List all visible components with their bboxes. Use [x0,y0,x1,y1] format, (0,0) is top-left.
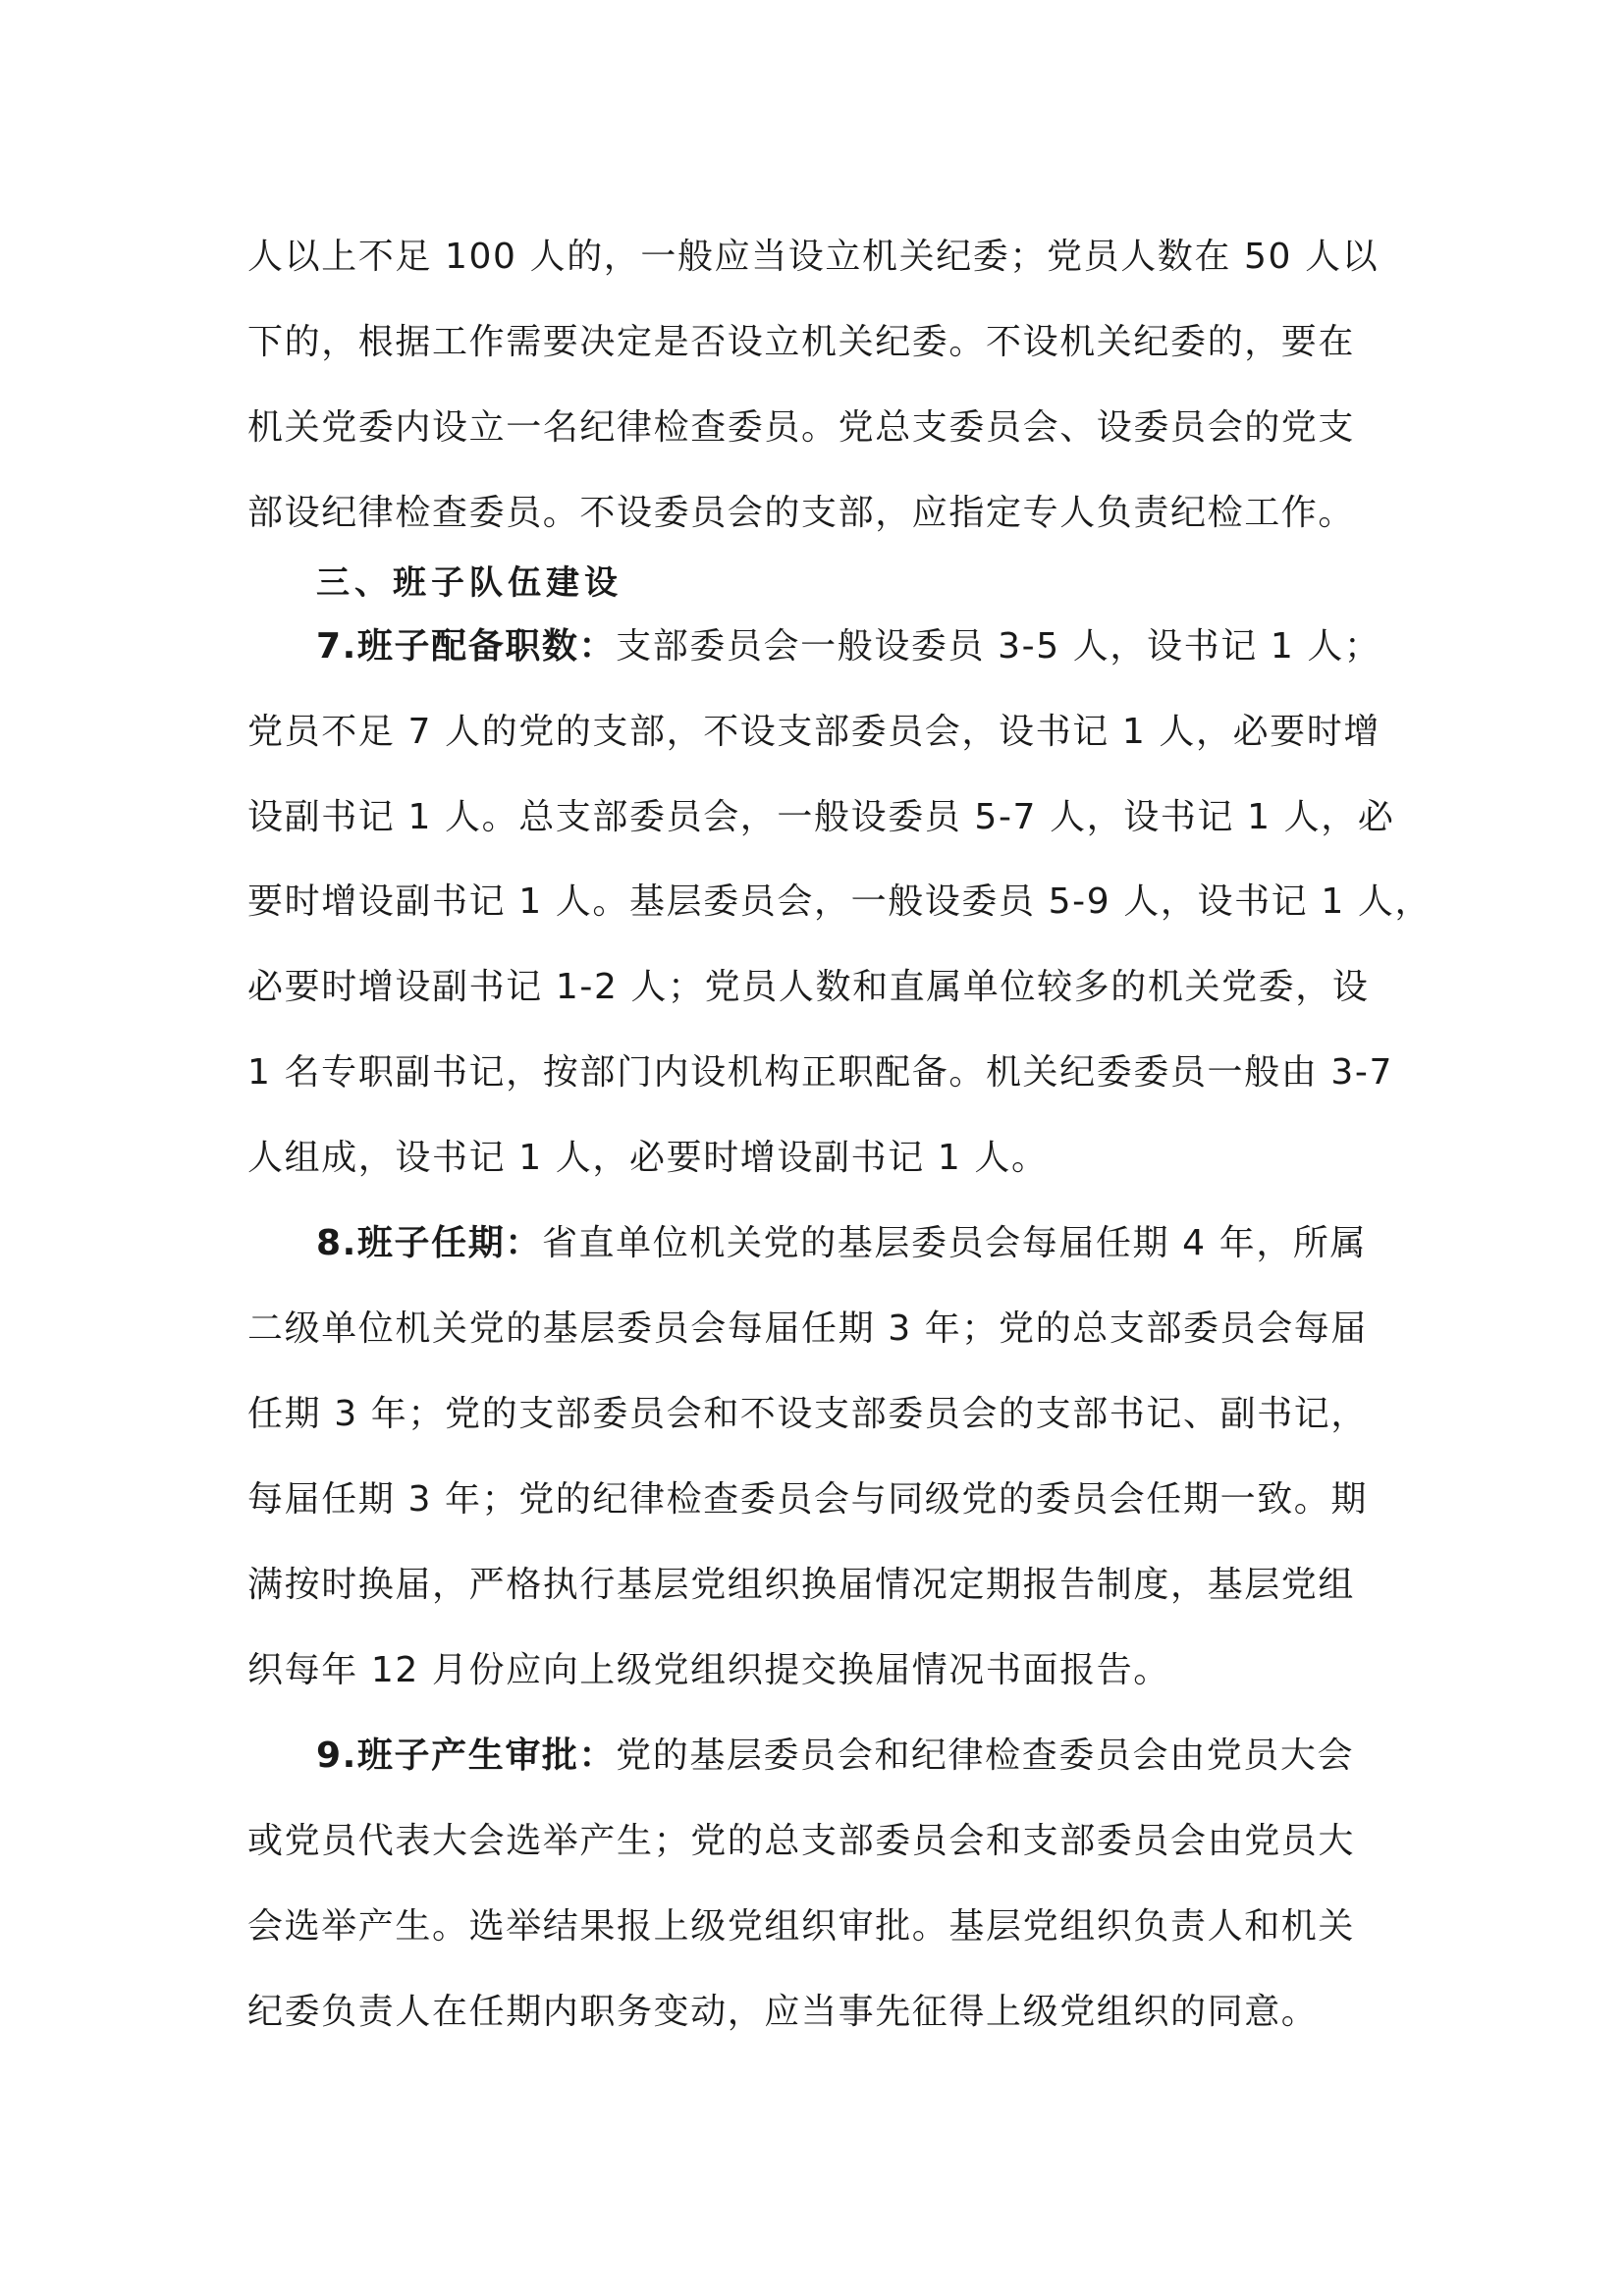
body-line: 会选举产生。选举结果报上级党组织审批。基层党组织负责人和机关 [247,1906,1356,1947]
item-7-first-text: 支部委员会一般设委员 3-5 人，设书记 1 人； [616,626,1381,667]
item-8-label: 8.班子任期： [316,1223,542,1263]
body-line: 要时增设副书记 1 人。基层委员会，一般设委员 5-9 人，设书记 1 人， [247,881,1433,922]
section-heading: 三、班子队伍建设 [316,563,623,603]
item-7-label: 7.班子配备职数： [316,626,617,667]
body-line: 每届任期 3 年；党的纪律检查委员会与同级党的委员会任期一致。期 [247,1479,1368,1520]
body-line: 部设纪律检查委员。不设委员会的支部，应指定专人负责纪检工作。 [247,493,1356,533]
item-8-first-text: 省直单位机关党的基层委员会每届任期 4 年，所属 [541,1223,1368,1263]
body-line: 人组成，设书记 1 人，必要时增设副书记 1 人。 [247,1138,1049,1178]
body-line: 机关党委内设立一名纪律检查委员。党总支委员会、设委员会的党支 [247,407,1356,448]
item-9-first-line [316,1735,1396,1778]
body-line: 满按时换届，严格执行基层党组织换届情况定期报告制度，基层党组 [247,1565,1356,1605]
body-line: 设副书记 1 人。总支部委员会，一般设委员 5-7 人，设书记 1 人，必 [247,797,1395,837]
item-9-label: 9.班子产生审批： [316,1735,617,1776]
item-7-first-line [316,625,1396,668]
body-line: 必要时增设副书记 1-2 人；党员人数和直属单位较多的机关党委，设 [247,967,1370,1007]
body-line: 下的，根据工作需要决定是否设立机关纪委。不设机关纪委的，要在 [247,322,1356,362]
body-line: 1 名专职副书记，按部门内设机构正职配备。机关纪委委员一般由 3-7 [247,1052,1393,1093]
body-line: 人以上不足 100 人的，一般应当设立机关纪委；党员人数在 50 人以 [247,237,1380,277]
body-line: 织每年 12 月份应向上级党组织提交换届情况书面报告。 [247,1650,1170,1690]
body-line: 二级单位机关党的基层委员会每届任期 3 年；党的总支部委员会每届 [247,1308,1368,1349]
body-line: 或党员代表大会选举产生；党的总支部委员会和支部委员会由党员大 [247,1821,1356,1861]
body-line: 任期 3 年；党的支部委员会和不设支部委员会的支部书记、副书记， [247,1394,1368,1434]
body-line: 党员不足 7 人的党的支部，不设支部委员会，设书记 1 人，必要时增 [247,712,1380,752]
item-8-first-line [316,1222,1396,1265]
body-line: 纪委负责人在任期内职务变动，应当事先征得上级党组织的同意。 [247,1992,1319,2032]
item-9-first-text: 党的基层委员会和纪律检查委员会由党员大会 [616,1735,1355,1776]
